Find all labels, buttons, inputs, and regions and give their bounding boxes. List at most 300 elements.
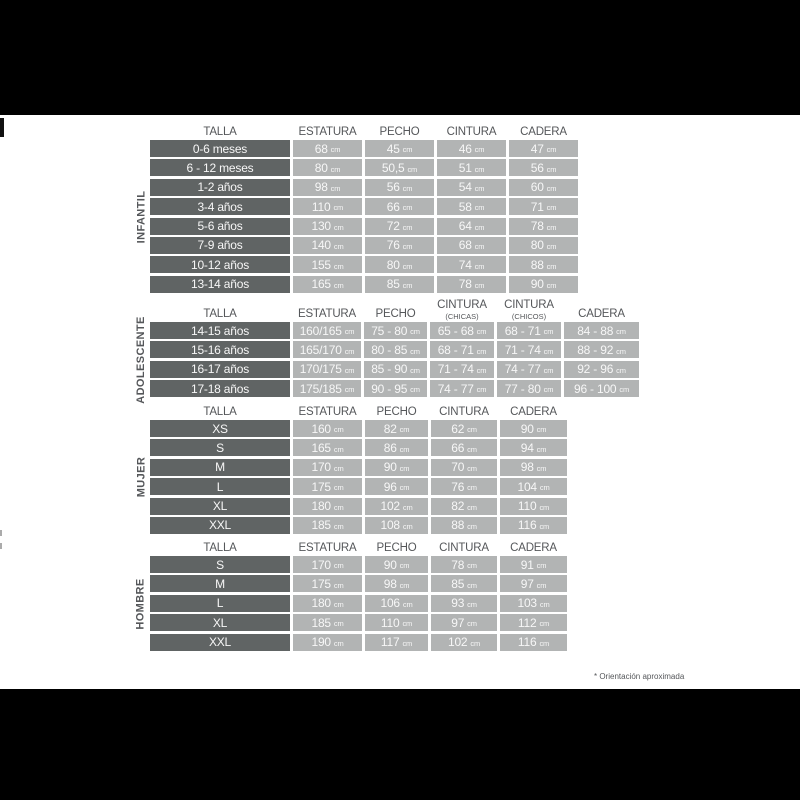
- measure-cell: [430, 322, 494, 339]
- measure-cell: [293, 517, 362, 534]
- measure-unit: cm: [402, 502, 413, 512]
- measure-unit: cm: [402, 280, 413, 290]
- measure-cell: [293, 439, 362, 456]
- measure-unit: cm: [330, 145, 341, 155]
- measure-cell: [293, 179, 362, 196]
- measure-value: 68: [314, 141, 328, 156]
- measure-unit: cm: [467, 561, 477, 571]
- section-hombre: [135, 538, 567, 651]
- measure-cell: [509, 218, 578, 235]
- measure-unit: cm: [344, 346, 355, 356]
- measure-cell: [293, 341, 361, 358]
- measure-value: 51: [458, 160, 472, 175]
- measure-unit: cm: [543, 327, 554, 337]
- measure-unit: cm: [402, 522, 413, 532]
- measure-value: 70: [451, 460, 465, 475]
- measure-unit: cm: [467, 522, 477, 532]
- column-header-label: CINTURA: [437, 299, 487, 311]
- measure-unit: cm: [410, 385, 420, 395]
- measure-cell: [431, 439, 497, 456]
- measure-cell: [293, 140, 362, 157]
- section-label-infantil: [133, 140, 149, 293]
- measure-cell: [293, 256, 362, 273]
- column-headers: [150, 538, 567, 554]
- size-cell: M: [150, 575, 290, 592]
- column-header-label: TALLA: [203, 125, 237, 138]
- measure-cell: [564, 341, 639, 358]
- measure-value: 104: [517, 479, 537, 494]
- bottom-letterbox-bar: [0, 689, 800, 800]
- measure-value: 170: [311, 557, 331, 572]
- measure-value: 65 - 68: [437, 323, 474, 338]
- measure-value: 90: [520, 421, 534, 436]
- size-cell: 3-4 años: [150, 198, 290, 215]
- table-rows: [150, 420, 567, 534]
- measure-value: 185: [311, 518, 331, 533]
- measure-cell: [437, 179, 506, 196]
- measure-cell: [509, 159, 578, 176]
- column-header-estatura: [293, 296, 361, 320]
- measure-unit: cm: [333, 600, 344, 610]
- top-letterbox-bar: [0, 0, 800, 115]
- measure-unit: cm: [474, 164, 485, 174]
- section-label-adolescente: [133, 316, 149, 404]
- measure-value: 116: [517, 518, 537, 533]
- measure-cell: [497, 341, 561, 358]
- measure-value: 106: [380, 596, 400, 611]
- measure-cell: [365, 459, 428, 476]
- measure-cell: [431, 459, 497, 476]
- measure-value: 98: [383, 576, 397, 591]
- measure-cell: [365, 237, 434, 254]
- measure-cell: [431, 498, 497, 515]
- measure-cell: [293, 478, 362, 495]
- measure-cell: [431, 595, 497, 612]
- measure-unit: cm: [330, 164, 341, 174]
- measure-cell: [500, 439, 567, 456]
- column-header-pecho: [365, 538, 428, 554]
- measure-cell: [365, 256, 434, 273]
- measure-cell: [430, 361, 494, 378]
- measure-unit: cm: [546, 280, 557, 290]
- measure-value: 88: [451, 518, 465, 533]
- column-header-label: TALLA: [203, 541, 237, 554]
- measure-unit: cm: [333, 242, 344, 252]
- section-label-mujer: [133, 420, 149, 534]
- measure-cell: [365, 179, 434, 196]
- measure-value: 160/165: [299, 323, 342, 338]
- measure-unit: cm: [546, 145, 557, 155]
- measure-value: 140: [311, 238, 331, 253]
- section-mujer: [135, 402, 567, 534]
- section-infantil: [135, 120, 578, 293]
- measure-unit: cm: [333, 280, 344, 290]
- measure-value: 56: [530, 160, 544, 175]
- measure-cell: [500, 595, 567, 612]
- column-header-cadera: [500, 402, 567, 418]
- measure-cell: [293, 420, 362, 437]
- measure-value: 170/175: [299, 362, 342, 377]
- measure-value: 74: [458, 257, 472, 272]
- measure-value: 97: [451, 615, 465, 630]
- measure-value: 80: [530, 238, 544, 253]
- measure-unit: cm: [536, 561, 547, 571]
- size-cell: 10-12 años: [150, 256, 290, 273]
- measure-value: 66: [386, 199, 400, 214]
- measure-unit: cm: [402, 638, 413, 648]
- measure-unit: cm: [616, 366, 626, 376]
- column-header-label: CINTURA: [446, 125, 497, 138]
- measure-unit: cm: [467, 444, 477, 454]
- measure-unit: cm: [539, 600, 550, 610]
- measure-cell: [500, 498, 567, 515]
- column-header-talla: [150, 120, 290, 138]
- table-rows: [150, 556, 567, 651]
- column-header-label: PECHO: [379, 125, 420, 138]
- measure-value: 82: [383, 421, 397, 436]
- measure-cell: [365, 498, 428, 515]
- measure-unit: cm: [543, 385, 554, 395]
- size-cell: M: [150, 459, 290, 476]
- measure-value: 72: [386, 219, 400, 234]
- measure-cell: [437, 218, 506, 235]
- measure-value: 96: [383, 479, 397, 494]
- column-header-sublabel: (CHICOS): [511, 311, 547, 321]
- size-cell: 15-16 años: [150, 341, 290, 358]
- measure-cell: [293, 218, 362, 235]
- measure-cell: [431, 517, 497, 534]
- column-header-label: ESTATURA: [297, 307, 357, 320]
- measure-cell: [509, 140, 578, 157]
- measure-unit: cm: [333, 502, 344, 512]
- measure-unit: cm: [333, 580, 344, 590]
- column-header-label: CADERA: [520, 125, 567, 138]
- measure-unit: cm: [333, 222, 344, 232]
- column-header-cadera: [509, 120, 578, 138]
- measure-unit: cm: [402, 242, 413, 252]
- measure-unit: cm: [476, 385, 487, 395]
- column-headers: [150, 296, 639, 320]
- measure-value: 80: [314, 160, 328, 175]
- measure-cell: [509, 276, 578, 293]
- measure-cell: [564, 380, 639, 397]
- measure-value: 80 - 85: [371, 342, 408, 357]
- column-header-cadera: [500, 538, 567, 554]
- column-header-label: TALLA: [203, 307, 237, 320]
- size-cell: 17-18 años: [150, 380, 290, 397]
- measure-unit: cm: [467, 425, 477, 435]
- measure-value: 60: [530, 180, 544, 195]
- footnote: * Orientación aproximada: [594, 672, 685, 681]
- measure-value: 170: [311, 460, 331, 475]
- measure-cell: [293, 575, 362, 592]
- column-header-cintura: [430, 296, 494, 320]
- measure-value: 47: [530, 141, 544, 156]
- measure-cell: [500, 478, 567, 495]
- column-header-talla: [150, 296, 290, 320]
- measure-unit: cm: [399, 425, 410, 435]
- measure-unit: cm: [476, 346, 487, 356]
- measure-value: 78: [458, 277, 472, 292]
- section-label-hombre: [133, 556, 149, 651]
- measure-value: 90: [383, 460, 397, 475]
- measure-cell: [364, 322, 427, 339]
- measure-unit: cm: [476, 366, 487, 376]
- section-adolescente: [135, 296, 639, 404]
- measure-unit: cm: [402, 600, 413, 610]
- measure-value: 102: [447, 635, 468, 650]
- measure-unit: cm: [467, 464, 477, 474]
- measure-cell: [293, 198, 362, 215]
- table-rows: [150, 322, 639, 397]
- measure-cell: [431, 420, 497, 437]
- measure-value: 185: [311, 615, 331, 630]
- column-header-cintura: [497, 296, 561, 320]
- measure-value: 94: [520, 440, 534, 455]
- size-cell: XS: [150, 420, 290, 437]
- measure-unit: cm: [474, 261, 485, 271]
- measure-unit: cm: [616, 346, 626, 356]
- measure-unit: cm: [333, 522, 344, 532]
- column-header-label: CADERA: [510, 541, 557, 554]
- measure-unit: cm: [467, 483, 477, 493]
- measure-cell: [564, 361, 639, 378]
- column-header-label: ESTATURA: [298, 405, 357, 418]
- measure-value: 180: [311, 596, 331, 611]
- column-header-label: CINTURA: [439, 405, 489, 418]
- measure-cell: [437, 198, 506, 215]
- measure-cell: [293, 380, 361, 397]
- measure-unit: cm: [474, 280, 485, 290]
- left-edge-mark: [0, 118, 4, 137]
- size-cell: 1-2 años: [150, 179, 290, 196]
- measure-cell: [365, 595, 428, 612]
- measure-cell: [293, 498, 362, 515]
- measure-cell: [500, 420, 567, 437]
- measure-unit: cm: [333, 483, 344, 493]
- measure-value: 90: [383, 557, 397, 572]
- column-headers: [150, 120, 578, 138]
- measure-value: 58: [458, 199, 472, 214]
- measure-cell: [431, 614, 497, 631]
- measure-value: 103: [517, 596, 537, 611]
- measure-cell: [497, 322, 561, 339]
- column-header-label: TALLA: [203, 405, 237, 418]
- measure-cell: [500, 575, 567, 592]
- measure-unit: cm: [616, 327, 626, 337]
- measure-unit: cm: [539, 522, 550, 532]
- measure-cell: [509, 237, 578, 254]
- measure-cell: [365, 439, 428, 456]
- size-cell: 14-15 años: [150, 322, 290, 339]
- column-header-label: ESTATURA: [298, 541, 357, 554]
- measure-unit: cm: [333, 638, 344, 648]
- measure-cell: [437, 256, 506, 273]
- measure-cell: [365, 517, 428, 534]
- measure-unit: cm: [402, 619, 413, 629]
- measure-unit: cm: [546, 203, 557, 213]
- measure-cell: [364, 361, 427, 378]
- size-cell: 5-6 años: [150, 218, 290, 235]
- column-header-estatura: [293, 402, 362, 418]
- measure-cell: [293, 595, 362, 612]
- size-cell: XL: [150, 614, 290, 631]
- measure-cell: [365, 478, 428, 495]
- measure-unit: cm: [399, 483, 410, 493]
- measure-cell: [437, 276, 506, 293]
- column-headers: [150, 402, 567, 418]
- measure-unit: cm: [344, 327, 355, 337]
- measure-cell: [497, 361, 561, 378]
- measure-value: 112: [517, 615, 537, 630]
- measure-unit: cm: [474, 145, 485, 155]
- measure-cell: [293, 556, 362, 573]
- measure-value: 85: [451, 576, 465, 591]
- measure-value: 93: [451, 596, 465, 611]
- measure-unit: cm: [474, 184, 485, 194]
- column-header-label: PECHO: [376, 405, 417, 418]
- measure-unit: cm: [402, 222, 413, 232]
- measure-unit: cm: [470, 638, 481, 648]
- measure-value: 165/170: [299, 342, 342, 357]
- section-label-text: ADOLESCENTE: [135, 316, 147, 404]
- measure-unit: cm: [467, 619, 477, 629]
- measure-value: 76: [386, 238, 400, 253]
- measure-value: 117: [380, 635, 400, 650]
- measure-value: 175/185: [299, 381, 342, 396]
- measure-value: 54: [458, 180, 472, 195]
- measure-value: 62: [451, 421, 465, 436]
- measure-unit: cm: [467, 580, 477, 590]
- measure-unit: cm: [410, 327, 420, 337]
- measure-value: 91: [520, 557, 534, 572]
- size-cell: S: [150, 439, 290, 456]
- measure-unit: cm: [619, 385, 630, 395]
- measure-cell: [431, 478, 497, 495]
- measure-value: 71 - 74: [437, 362, 474, 377]
- size-cell: S: [150, 556, 290, 573]
- measure-unit: cm: [399, 464, 410, 474]
- measure-cell: [365, 140, 434, 157]
- measure-value: 68 - 71: [504, 323, 541, 338]
- measure-cell: [430, 341, 494, 358]
- measure-unit: cm: [333, 444, 344, 454]
- measure-unit: cm: [467, 600, 477, 610]
- column-header-label: CINTURA: [439, 541, 489, 554]
- column-header-estatura: [293, 120, 362, 138]
- measure-cell: [365, 218, 434, 235]
- column-header-label: PECHO: [375, 307, 416, 320]
- measure-cell: [365, 198, 434, 215]
- column-header-label: CADERA: [510, 405, 557, 418]
- measure-value: 85: [386, 277, 400, 292]
- measure-cell: [509, 198, 578, 215]
- measure-unit: cm: [333, 203, 344, 213]
- measure-value: 46: [458, 141, 472, 156]
- measure-cell: [431, 556, 497, 573]
- measure-unit: cm: [467, 502, 477, 512]
- column-header-cintura: [431, 538, 497, 554]
- measure-cell: [500, 634, 567, 651]
- left-edge-mark-2: [0, 530, 2, 536]
- measure-value: 74 - 77: [437, 381, 474, 396]
- size-cell: 7-9 años: [150, 237, 290, 254]
- measure-value: 92 - 96: [577, 362, 614, 377]
- measure-value: 68 - 71: [437, 342, 474, 357]
- measure-unit: cm: [546, 184, 557, 194]
- size-cell: L: [150, 595, 290, 612]
- measure-unit: cm: [546, 222, 557, 232]
- size-cell: 16-17 años: [150, 361, 290, 378]
- measure-value: 110: [311, 199, 331, 214]
- measure-value: 56: [386, 180, 400, 195]
- measure-value: 71 - 74: [504, 342, 541, 357]
- measure-value: 155: [311, 257, 331, 272]
- measure-value: 97: [520, 576, 534, 591]
- measure-cell: [293, 159, 362, 176]
- column-header-label: PECHO: [376, 541, 417, 554]
- measure-cell: [293, 237, 362, 254]
- column-header-estatura: [293, 538, 362, 554]
- size-cell: XXL: [150, 517, 290, 534]
- column-header-cadera: [564, 296, 639, 320]
- measure-value: 130: [311, 219, 331, 234]
- measure-value: 165: [311, 440, 331, 455]
- measure-value: 98: [520, 460, 534, 475]
- measure-cell: [365, 556, 428, 573]
- measure-value: 74 - 77: [504, 362, 541, 377]
- measure-value: 160: [311, 421, 331, 436]
- section-label-text: MUJER: [135, 456, 148, 498]
- measure-cell: [365, 614, 428, 631]
- measure-value: 84 - 88: [577, 323, 614, 338]
- measure-unit: cm: [333, 561, 344, 571]
- size-cell: 13-14 años: [150, 276, 290, 293]
- measure-unit: cm: [333, 425, 344, 435]
- measure-unit: cm: [546, 164, 557, 174]
- measure-cell: [497, 380, 561, 397]
- measure-unit: cm: [536, 425, 547, 435]
- measure-unit: cm: [543, 346, 554, 356]
- measure-value: 102: [380, 499, 400, 514]
- measure-unit: cm: [546, 242, 557, 252]
- measure-value: 50,5: [381, 160, 405, 175]
- measure-unit: cm: [543, 366, 554, 376]
- measure-value: 82: [451, 499, 465, 514]
- measure-unit: cm: [474, 203, 485, 213]
- measure-unit: cm: [399, 580, 410, 590]
- measure-cell: [500, 517, 567, 534]
- measure-cell: [431, 575, 497, 592]
- measure-value: 85 - 90: [371, 362, 408, 377]
- measure-cell: [430, 380, 494, 397]
- measure-value: 165: [311, 277, 331, 292]
- measure-unit: cm: [536, 464, 547, 474]
- measure-value: 180: [311, 499, 331, 514]
- measure-value: 90 - 95: [371, 381, 408, 396]
- measure-unit: cm: [410, 366, 420, 376]
- measure-unit: cm: [402, 203, 413, 213]
- column-header-label: CINTURA: [504, 299, 554, 311]
- measure-value: 86: [383, 440, 397, 455]
- measure-cell: [431, 634, 497, 651]
- measure-unit: cm: [476, 327, 487, 337]
- measure-unit: cm: [546, 261, 557, 271]
- measure-cell: [564, 322, 639, 339]
- measure-cell: [500, 556, 567, 573]
- measure-cell: [293, 361, 361, 378]
- size-cell: XXL: [150, 634, 290, 651]
